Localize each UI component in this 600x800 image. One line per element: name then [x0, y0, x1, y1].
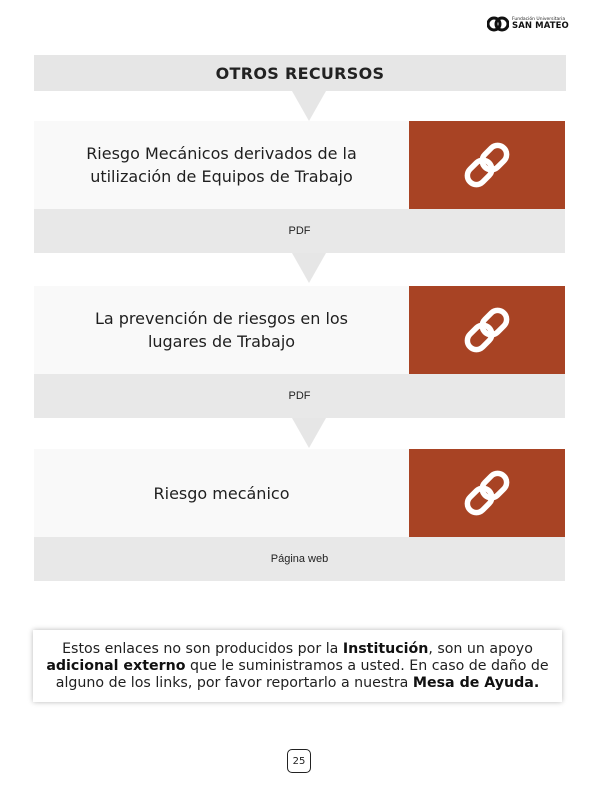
- resource-type: PDF: [288, 225, 311, 237]
- notice-text: Estos enlaces no son producidos por la Institución, son un apoyo adicional externo que le suministramos a usted. En caso de daño de alguno de los links, por favor reportarlo a nuestra Mesa de Ayuda.: [46, 640, 549, 691]
- resource-type-bar: [34, 374, 565, 418]
- section-header: [34, 55, 566, 91]
- resource-link-button[interactable]: [409, 449, 565, 537]
- resource-title: Riesgo mecánico: [153, 483, 290, 503]
- infinity-logo-icon: [487, 14, 509, 34]
- link-icon: [461, 467, 513, 519]
- logo-name: SAN MATEO: [512, 21, 569, 31]
- page-number: 25: [287, 749, 311, 773]
- resource-link-button[interactable]: [409, 286, 565, 374]
- institution-logo: [487, 14, 569, 34]
- external-links-notice: [33, 630, 562, 702]
- resource-type: Página web: [270, 553, 329, 565]
- link-icon: [461, 304, 513, 356]
- resource-link-button[interactable]: [409, 121, 565, 209]
- resource-title: Riesgo Mecánicos derivados de la utilización de Equipos de Trabajo: [86, 144, 357, 186]
- notice-bold-adicional: adicional externo: [46, 657, 186, 674]
- resource-card: [34, 449, 565, 537]
- link-icon: [461, 139, 513, 191]
- help-desk-link[interactable]: Mesa de Ayuda.: [412, 674, 540, 691]
- resource-card: [34, 121, 565, 209]
- notice-bold-institucion: Institución: [342, 640, 429, 657]
- resource-title: La prevención de riesgos en los lugares de Trabajo: [94, 309, 349, 351]
- resource-type-bar: [34, 537, 565, 581]
- header-arrow: [292, 91, 326, 121]
- section-title: OTROS RECURSOS: [215, 63, 385, 83]
- resource-type-bar: [34, 209, 565, 253]
- section-arrow: [292, 418, 326, 448]
- section-arrow: [292, 253, 326, 283]
- logo-small-text: Fundación Universitaria: [512, 16, 566, 22]
- resource-card: [34, 286, 565, 374]
- resource-type: PDF: [288, 390, 311, 402]
